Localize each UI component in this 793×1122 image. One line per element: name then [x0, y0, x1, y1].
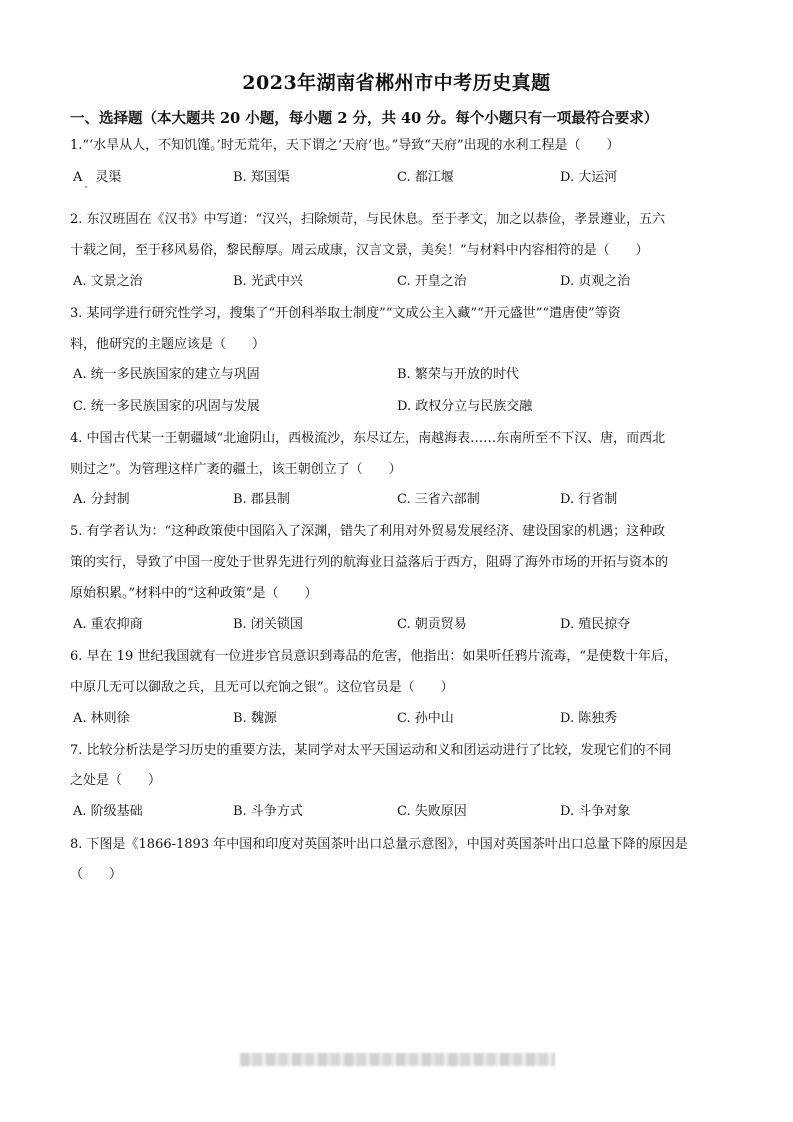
q7-stem-line-2: 之处是（ ） [70, 773, 162, 788]
q4-stem-line-1: 4. 中国古代某一王朝疆域“北逾阴山，西极流沙，东尽辽左，南越海表……东南所至不下汉、唐，而西北 [70, 431, 666, 446]
q5-option-a: A. 重农抑商 [73, 617, 143, 632]
q3-options-row-2 [70, 395, 730, 415]
q4-option-b: B. 郡县制 [233, 492, 290, 507]
q7-options [70, 800, 730, 820]
q1-option-d: D. 大运河 [560, 170, 618, 185]
q2-option-c: C. 开皇之治 [397, 274, 467, 289]
q1-option-a: A 灵渠 [73, 170, 122, 185]
q7-option-a: A. 阶级基础 [73, 804, 143, 819]
q7-option-b: B. 斗争方式 [233, 804, 303, 819]
q5-option-d: D. 殖民掠夺 [560, 617, 631, 632]
q5-option-b: B. 闭关锁国 [233, 617, 303, 632]
q6-stem-line-1: 6. 早在 19 世纪我国就有一位进步官员意识到毒品的危害，他指出：如果听任鸦片流毒，“是使数十年后， [70, 649, 677, 664]
q4-options [70, 488, 730, 508]
q2-option-a: A. 文景之治 [73, 274, 143, 289]
q5-options [70, 613, 730, 633]
q3-option-d: D. 政权分立与民族交融 [397, 399, 533, 414]
q1-stem-line-1: 1.“‘水旱从人，不知饥馑。’时无荒年，天下谓之‘天府’也。”导致“天府”出现的水利工程是（ ） [70, 138, 620, 153]
q7-stem-line-1: 7. 比较分析法是学习历史的重要方法，某同学对太平天国运动和义和团运动进行了比较，发现它们的不同 [70, 743, 672, 758]
q6-option-d: D. 陈独秀 [560, 711, 618, 726]
q3-option-b: B. 繁荣与开放的时代 [397, 367, 519, 382]
q4-option-a: A. 分封制 [73, 492, 130, 507]
q5-stem-line-3: 原始积累。”材料中的“这种政策”是（ ） [70, 586, 318, 601]
q2-stem-line-1: 2. 东汉班固在《汉书》中写道：“汉兴，扫除烦苛，与民休息。至于孝文，加之以恭俭，孝景遵业，五六 [70, 212, 666, 227]
q2-option-b: B. 光武中兴 [233, 274, 303, 289]
q2-option-d: D. 贞观之治 [560, 274, 631, 289]
q8-stem-line-1: 8. 下图是《1866-1893 年中国和印度对英国茶叶出口总量示意图》，中国对英国茶叶出口总量下降的原因是 [70, 837, 688, 852]
q3-stem-line-1: 3. 某同学进行研究性学习，搜集了“开创科举取士制度”“文成公主入藏”“开元盛世”“遣唐使”等资 [70, 306, 621, 321]
q4-option-c: C. 三省六部制 [397, 492, 480, 507]
q7-option-c: C. 失败原因 [397, 804, 467, 819]
q2-stem-line-2: 十载之间，至于移风易俗，黎民醇厚。周云成康，汉言文景，美矣！”与材料中内容相符的是（ ） [70, 243, 649, 258]
q5-stem-line-2: 策的实行，导致了中国一度处于世界先进行列的航海业日益落后于西方，阻碍了海外市场的开拓与资本的 [70, 555, 669, 570]
q6-option-b: B. 魏源 [233, 711, 277, 726]
q3-option-a: A. 统一多民族国家的建立与巩固 [73, 367, 260, 382]
q7-option-d: D. 斗争对象 [560, 804, 631, 819]
q1-option-b: B. 郑国渠 [233, 170, 290, 185]
q6-stem-line-2: 中原几无可以御敌之兵，且无可以充饷之银”。这位官员是（ ） [70, 680, 454, 695]
q4-option-d: D. 行省制 [560, 492, 618, 507]
q6-options [70, 707, 730, 727]
q3-options-row-1 [70, 363, 730, 383]
q3-stem-line-2: 料，他研究的主题应该是（ ） [70, 337, 266, 352]
q8-stem-line-2: （ ） [70, 867, 123, 882]
q5-option-c: C. 朝贡贸易 [397, 617, 467, 632]
q2-options [70, 270, 730, 290]
q4-stem-line-2: 则过之”。为管理这样广袤的疆土，该王朝创立了（ ） [70, 462, 402, 477]
section-heading: 一、选择题（本大题共 20 小题，每小题 2 分，共 40 分。每个小题只有一项最符合要求） [70, 110, 659, 127]
q1-options [70, 166, 730, 186]
blurred-footer-watermark [240, 1053, 555, 1066]
speck-mark [85, 186, 87, 188]
q5-stem-line-1: 5. 有学者认为：“这种政策使中国陷入了深渊，错失了利用对外贸易发展经济、建设国家的机遇；这种政 [70, 524, 666, 539]
q1-option-c: C. 都江堰 [397, 170, 454, 185]
q6-option-a: A. 林则徐 [73, 711, 130, 726]
q3-option-c: C. 统一多民族国家的巩固与发展 [73, 399, 260, 414]
q6-option-c: C. 孙中山 [397, 711, 454, 726]
page-title: 2023年湖南省郴州市中考历史真题 [242, 72, 551, 94]
